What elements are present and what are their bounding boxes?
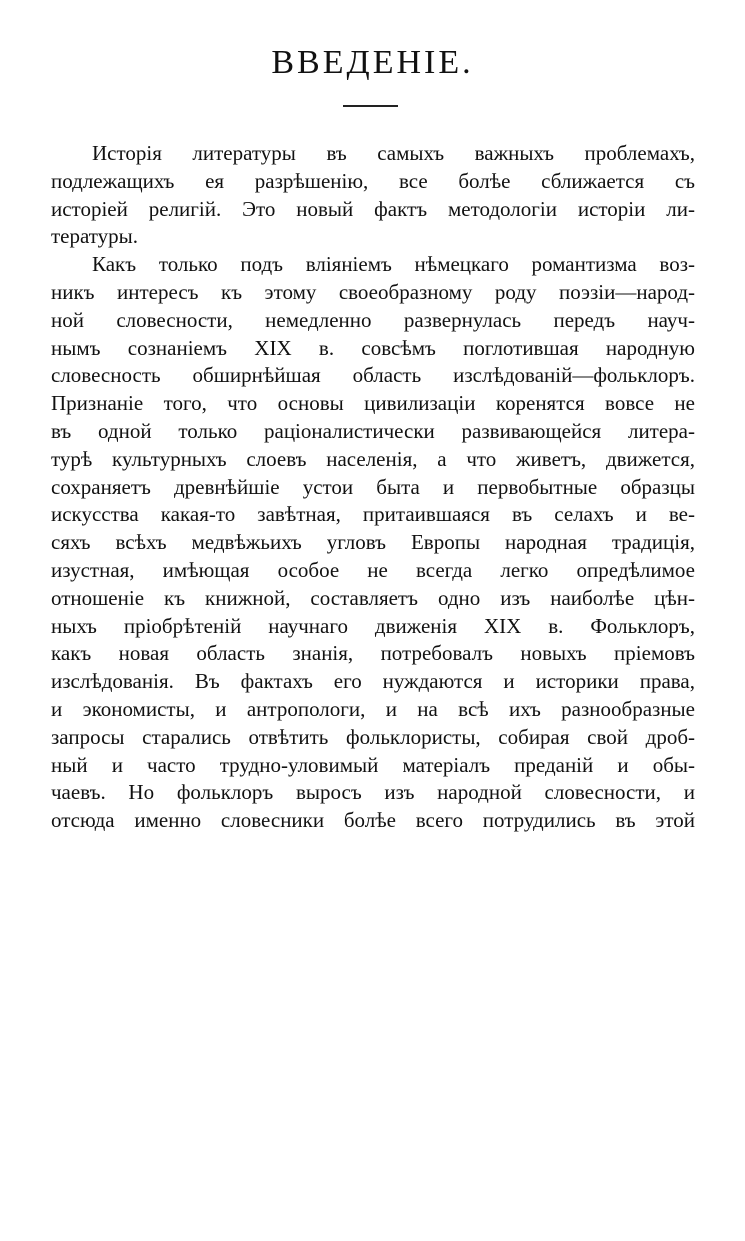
text-line: изслѣдованія. Въ фактахъ его нуждаются и историки права, bbox=[51, 669, 695, 694]
text-line: изустная, имѣющая особое не всегда легко опредѣлимое bbox=[51, 557, 695, 582]
text-line: Какъ только подъ вліяніемъ нѣмецкаго романтизма воз- bbox=[92, 252, 695, 277]
text-line: ной словесности, немедленно развернулась передъ науч- bbox=[51, 307, 695, 332]
text-line: отсюда именно словесники болѣе всего потрудились въ этой bbox=[51, 808, 695, 833]
text-line: турѣ культурныхъ слоевъ населенія, а что живетъ, движется, bbox=[51, 446, 695, 471]
text-line: нымъ сознаніемъ XIX в. совсѣмъ поглотившая народную bbox=[51, 335, 695, 360]
text-line: исторіей религій. Это новый фактъ методологіи исторіи ли- bbox=[51, 196, 695, 221]
text-line: запросы старались отвѣтить фольклористы, собирая свой дроб- bbox=[51, 724, 695, 749]
text-line: и экономисты, и антропологи, и на всѣ ихъ разнообразные bbox=[51, 696, 695, 721]
text-line: подлежащихъ ея разрѣшенію, все болѣе сближается съ bbox=[51, 168, 695, 193]
text-line: никъ интересъ къ этому своеобразному роду поэзіи—народ- bbox=[51, 279, 695, 304]
text-line: въ одной только раціоналистически развивающейся литера- bbox=[51, 418, 695, 443]
text-line: сохраняетъ древнѣйшіе устои быта и первобытные образцы bbox=[51, 474, 695, 499]
text-line: чаевъ. Но фольклоръ выросъ изъ народной словесности, и bbox=[51, 780, 695, 805]
text-line: искусства какая-то завѣтная, притаившаяся въ селахъ и ве- bbox=[51, 502, 695, 527]
title-divider bbox=[343, 105, 398, 107]
text-line: какъ новая область знанія, потребовалъ новыхъ пріемовъ bbox=[51, 641, 695, 666]
text-line: Признаніе того, что основы цивилизаціи коренятся вовсе не bbox=[51, 391, 695, 416]
text-line: ныхъ пріобрѣтеній научнаго движенія XIX в. Фольклоръ, bbox=[51, 613, 695, 638]
text-line: отношеніе къ книжной, составляетъ одно изъ наиболѣе цѣн- bbox=[51, 585, 695, 610]
text-line: Исторія литературы въ самыхъ важныхъ проблемахъ, bbox=[92, 141, 695, 165]
text-line: тературы. bbox=[51, 224, 139, 249]
text-line: сяхъ всѣхъ медвѣжьихъ угловъ Европы народная традиція, bbox=[51, 530, 695, 555]
chapter-title: ВВЕДЕНІЕ. bbox=[271, 44, 474, 81]
text-line: ный и часто трудно-уловимый матеріалъ преданій и обы- bbox=[51, 752, 695, 777]
text-line: словесность обширнѣйшая область изслѣдованій—фольклоръ. bbox=[51, 363, 695, 388]
body-text bbox=[51, 140, 695, 835]
